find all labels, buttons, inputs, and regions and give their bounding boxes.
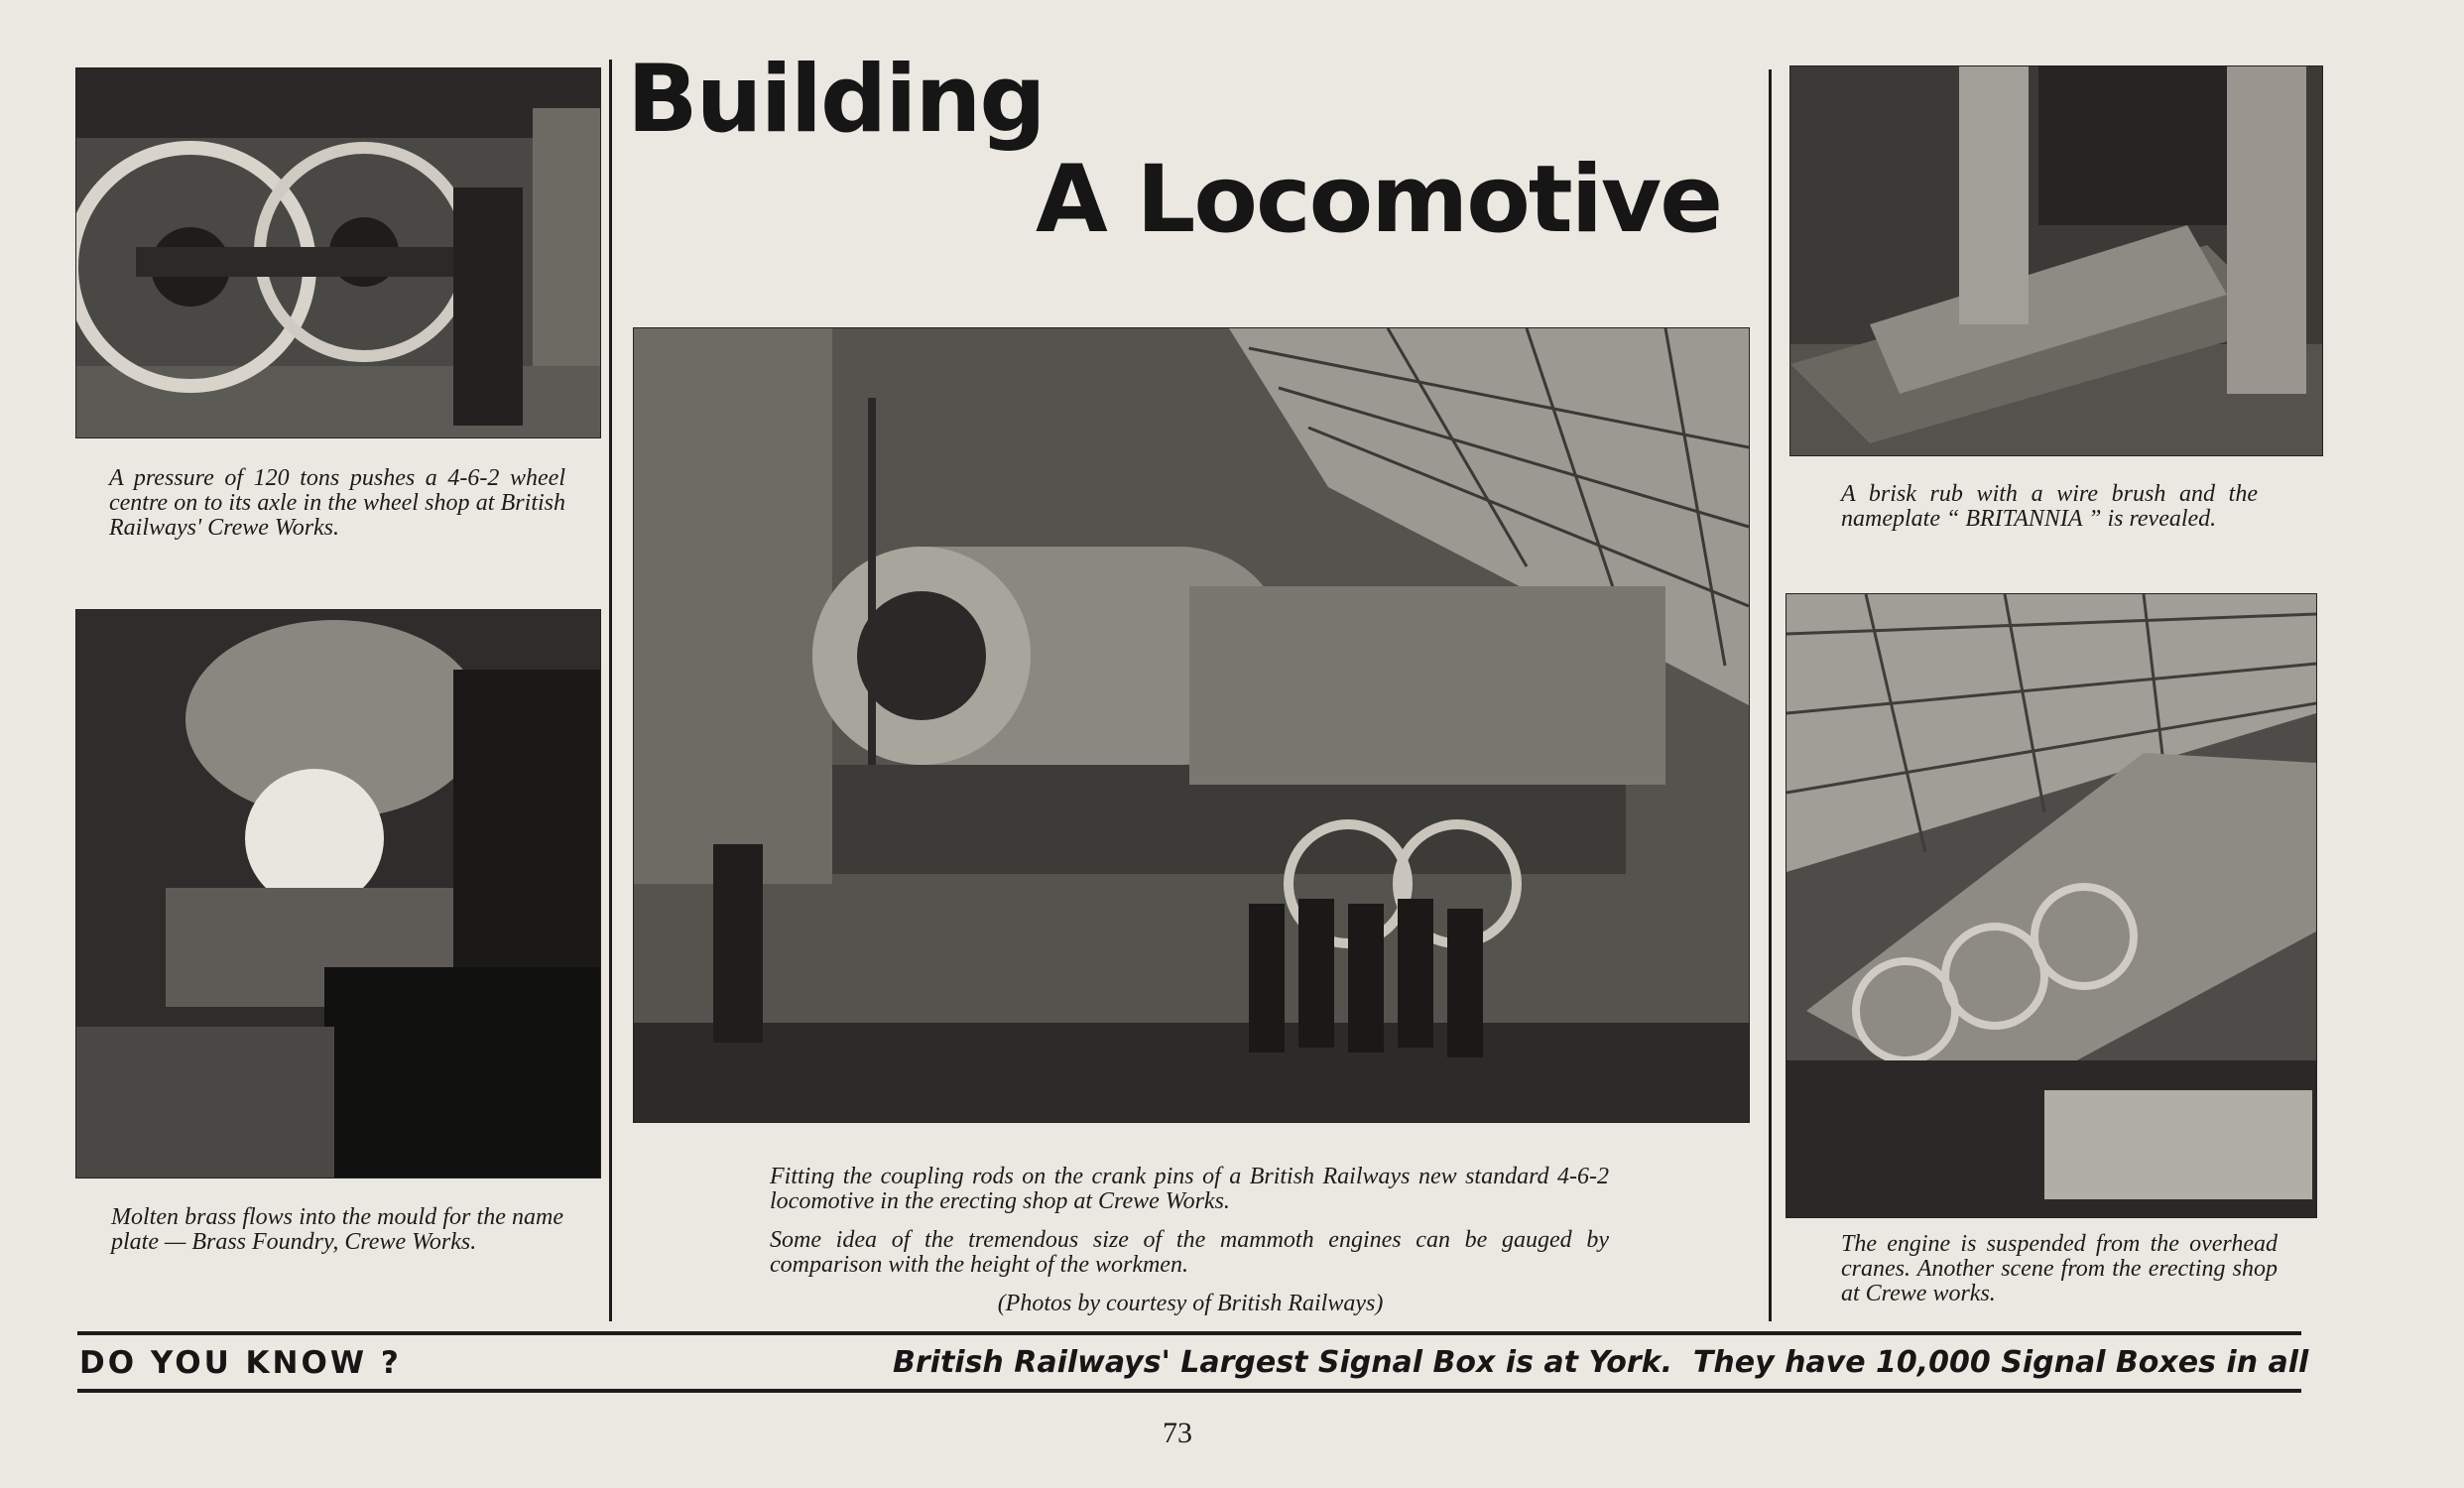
nameplate-photo xyxy=(1789,65,2323,456)
suspended-engine-photo xyxy=(1786,593,2317,1218)
photo-credit: (Photos by courtesy of British Railways) xyxy=(997,1291,1384,1316)
column-rule-right xyxy=(1769,69,1772,1321)
nameplate-caption: A brisk rub with a wire brush and the nameplate “ BRITANNIA ” is revealed. xyxy=(1841,481,2258,532)
article-title-line1: Building xyxy=(627,46,1045,154)
brass-foundry-caption: Molten brass flows into the mould for the name plate — Brass Foundry, Crewe Works. xyxy=(111,1204,563,1255)
do-you-know-label: DO YOU KNOW ? xyxy=(79,1345,402,1381)
column-rule-left xyxy=(609,60,612,1321)
suspended-engine-caption: The engine is suspended from the overhead cranes. Another scene from the erecting shop at Crewe works. xyxy=(1841,1231,2278,1306)
wheel-shop-caption: A pressure of 120 tons pushes a 4-6-2 wheel centre on to its axle in the wheel shop at British Railways' Crewe Works. xyxy=(109,465,565,541)
do-you-know-fact: British Railways' Largest Signal Box is at York. They have 10,000 Signal Boxes in all xyxy=(893,1345,2309,1380)
footer-rule-bottom xyxy=(77,1389,2301,1393)
erecting-shop-photo xyxy=(633,327,1750,1123)
page-number: 73 xyxy=(1163,1417,1192,1449)
footer-rule-top xyxy=(77,1331,2301,1335)
erecting-shop-caption-para1: Fitting the coupling rods on the crank pins of a British Railways new standard 4-6-2 locomotive in the erecting shop at Crewe Works. xyxy=(770,1164,1609,1214)
brass-foundry-photo xyxy=(75,609,601,1178)
erecting-shop-caption-para2: Some idea of the tremendous size of the mammoth engines can be gauged by comparison with the height of the workmen. xyxy=(770,1227,1609,1278)
wheel-shop-photo xyxy=(75,67,601,438)
article-title-line2: A Locomotive xyxy=(1036,146,1721,254)
